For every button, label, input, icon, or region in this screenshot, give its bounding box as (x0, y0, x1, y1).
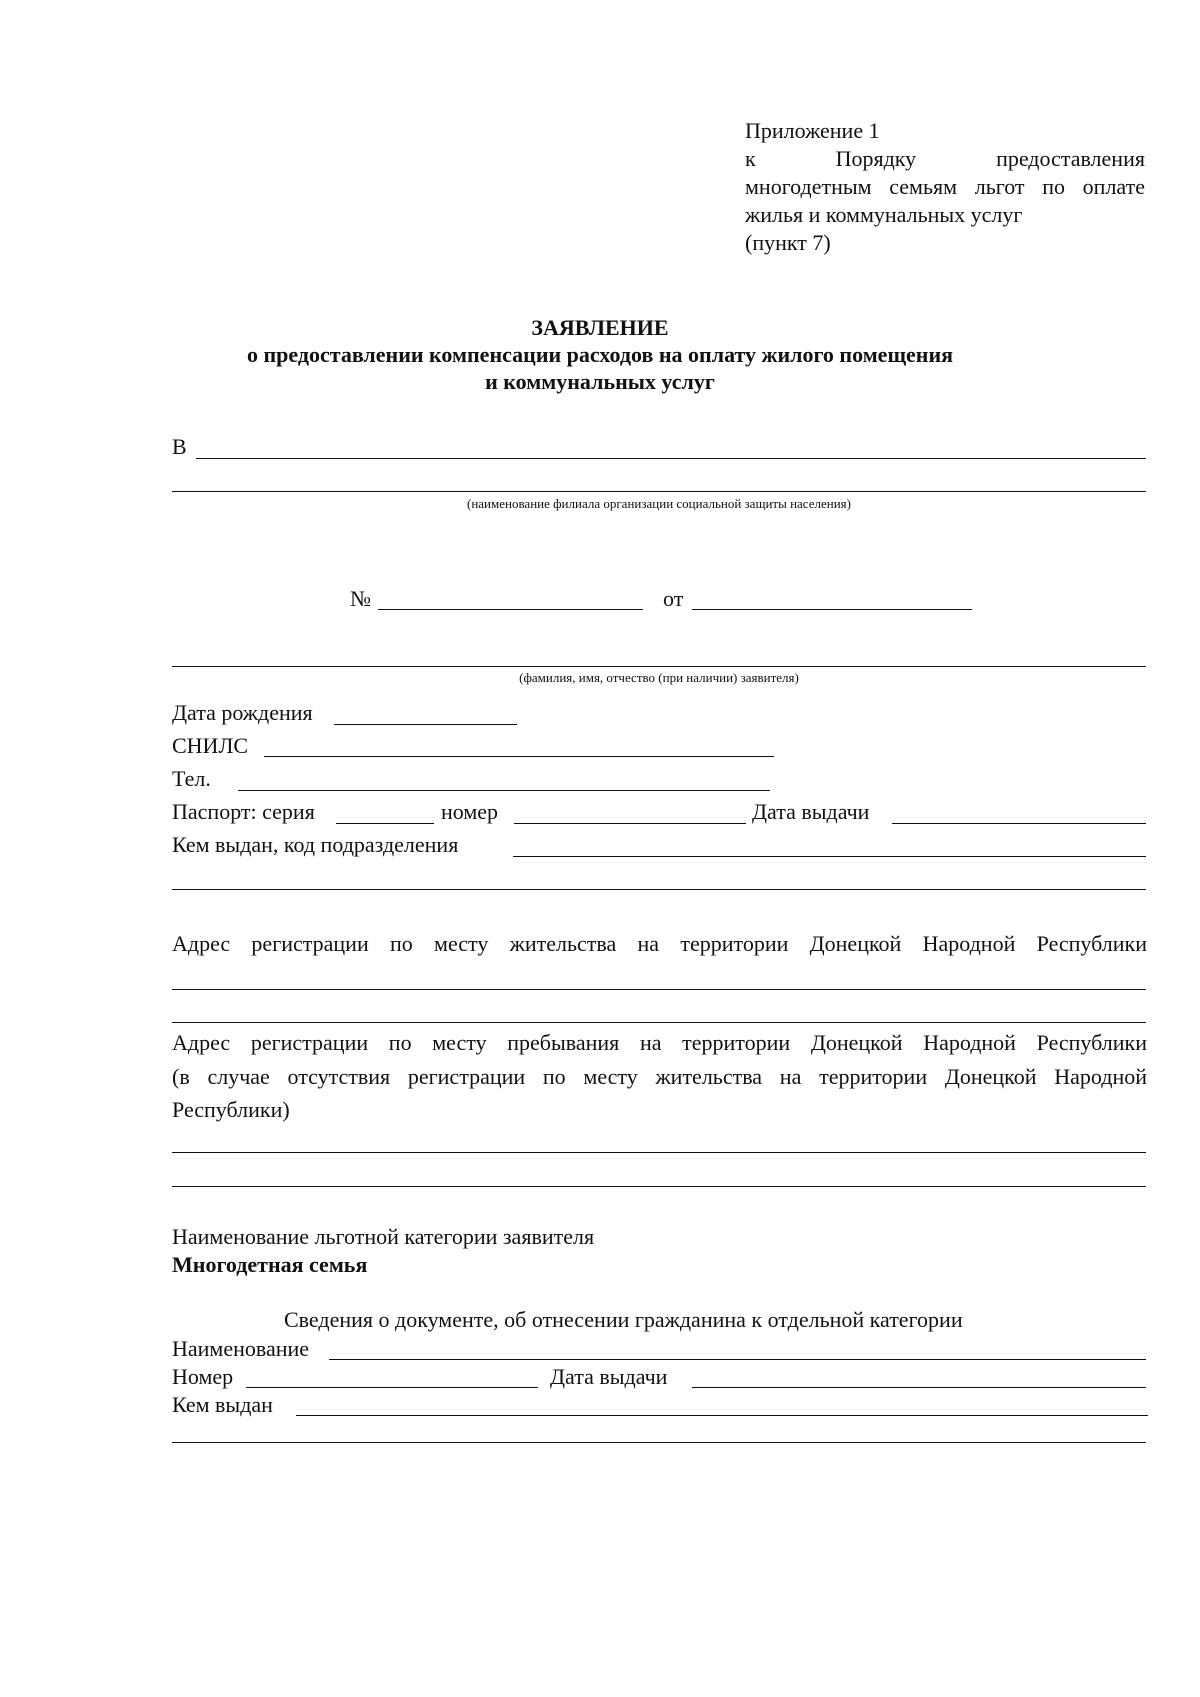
document-issue-date-label: Дата выдачи (550, 1364, 668, 1389)
appendix-word-k: к (745, 146, 756, 171)
document-title (0, 314, 1200, 395)
stay-address-field-2[interactable] (172, 1186, 1146, 1187)
appendix-line-5: (пункт 7) (745, 230, 831, 255)
title-main: ЗАЯВЛЕНИЕ (531, 315, 669, 340)
registration-number-field[interactable] (378, 609, 643, 610)
residence-address-field-2[interactable] (172, 1022, 1146, 1023)
stay-address-label-1: Адрес регистрации по месту пребывания на территории Донецкой Народной Республики (172, 1030, 1147, 1055)
residence-address-field-1[interactable] (172, 989, 1146, 990)
appendix-line-2 (745, 145, 1145, 173)
document-issue-date-field[interactable] (692, 1387, 1146, 1388)
title-sub-2: и коммунальных услуг (485, 369, 715, 394)
passport-issue-date-label: Дата выдачи (752, 799, 870, 824)
recipient-prefix: В (172, 434, 187, 459)
title-sub-1: о предоставлении компенсации расходов на оплату жилого помещения (246, 342, 954, 367)
recipient-caption: (наименование филиала организации социальной защиты населения) (467, 496, 851, 511)
passport-number-label: номер (441, 799, 499, 824)
document-name-field[interactable] (329, 1359, 1146, 1360)
document-heading: Сведения о документе, об отнесении гражданина к отдельной категории (284, 1307, 963, 1332)
appendix-word-provision: предоставления (996, 146, 1145, 171)
appendix-line-3: многодетным семьям льгот по оплате (745, 174, 1145, 199)
birth-date-field[interactable] (334, 724, 517, 725)
passport-issued-by-field-2[interactable] (172, 889, 1146, 890)
stay-address-label-3: Республики) (172, 1097, 290, 1122)
residence-address-label: Адрес регистрации по месту жительства на территории Донецкой Народной Республики (172, 931, 1147, 956)
snils-label: СНИЛС (172, 733, 249, 758)
document-issued-by-field-2[interactable] (172, 1442, 1146, 1443)
number-label: № (350, 586, 371, 611)
document-name-label: Наименование (172, 1336, 310, 1361)
category-label: Наименование льготной категории заявителя (172, 1224, 595, 1249)
appendix-line-1: Приложение 1 (745, 118, 880, 143)
birth-date-label: Дата рождения (172, 700, 313, 725)
passport-issue-date-field[interactable] (892, 823, 1146, 824)
passport-series-label: Паспорт: серия (172, 799, 315, 824)
applicant-name-field[interactable] (172, 666, 1146, 667)
appendix-line-4: жилья и коммунальных услуг (745, 202, 1023, 227)
passport-issued-by-field[interactable] (513, 856, 1146, 857)
registration-date-field[interactable] (692, 609, 972, 610)
phone-label: Тел. (172, 766, 211, 791)
stay-address-field-1[interactable] (172, 1152, 1146, 1153)
document-issued-by-label: Кем выдан (172, 1392, 273, 1417)
stay-address-label-2: (в случае отсутствия регистрации по месту жительства на территории Донецкой Народной (172, 1064, 1147, 1089)
passport-number-field[interactable] (514, 823, 746, 824)
appendix-word-order: Порядку (835, 146, 917, 171)
passport-series-field[interactable] (336, 823, 434, 824)
recipient-field-line-1[interactable] (196, 458, 1146, 459)
snils-field[interactable] (264, 756, 774, 757)
applicant-name-caption: (фамилия, имя, отчество (при наличии) заявителя) (519, 670, 799, 685)
appendix-note (745, 117, 1145, 257)
from-label: от (663, 586, 684, 611)
document-issued-by-field[interactable] (296, 1415, 1148, 1416)
document-number-field[interactable] (246, 1387, 538, 1388)
category-value: Многодетная семья (172, 1252, 368, 1277)
document-number-label: Номер (172, 1364, 234, 1389)
passport-issued-by-label: Кем выдан, код подразделения (172, 832, 459, 857)
recipient-field-line-2[interactable] (172, 491, 1146, 492)
phone-field[interactable] (238, 790, 770, 791)
